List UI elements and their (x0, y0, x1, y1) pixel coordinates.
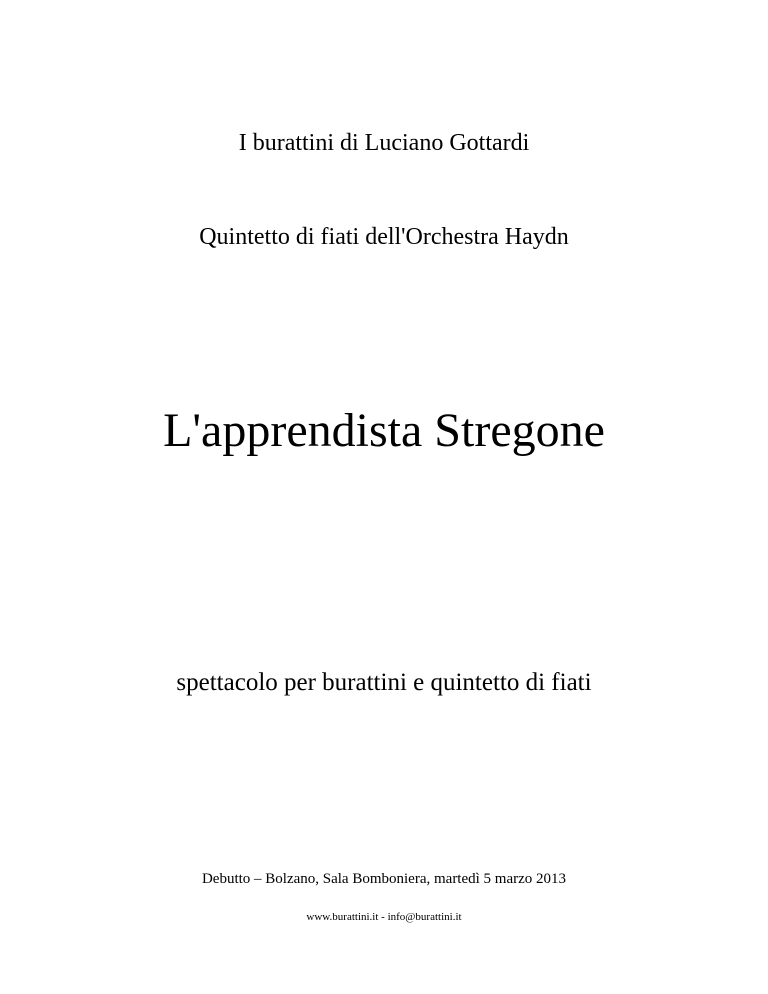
debut-line: Debutto – Bolzano, Sala Bomboniera, martedì 5 marzo 2013 (201, 871, 567, 887)
contacts-line: www.burattini.it - info@burattini.it (306, 911, 462, 923)
ensemble-line: Quintetto di fiati dell'Orchestra Haydn (199, 224, 569, 250)
subtitle: spettacolo per burattini e quintetto di fiati (176, 669, 592, 696)
author-line: I burattini di Luciano Gottardi (238, 130, 530, 156)
page-title: L'apprendista Stregone (163, 404, 605, 457)
